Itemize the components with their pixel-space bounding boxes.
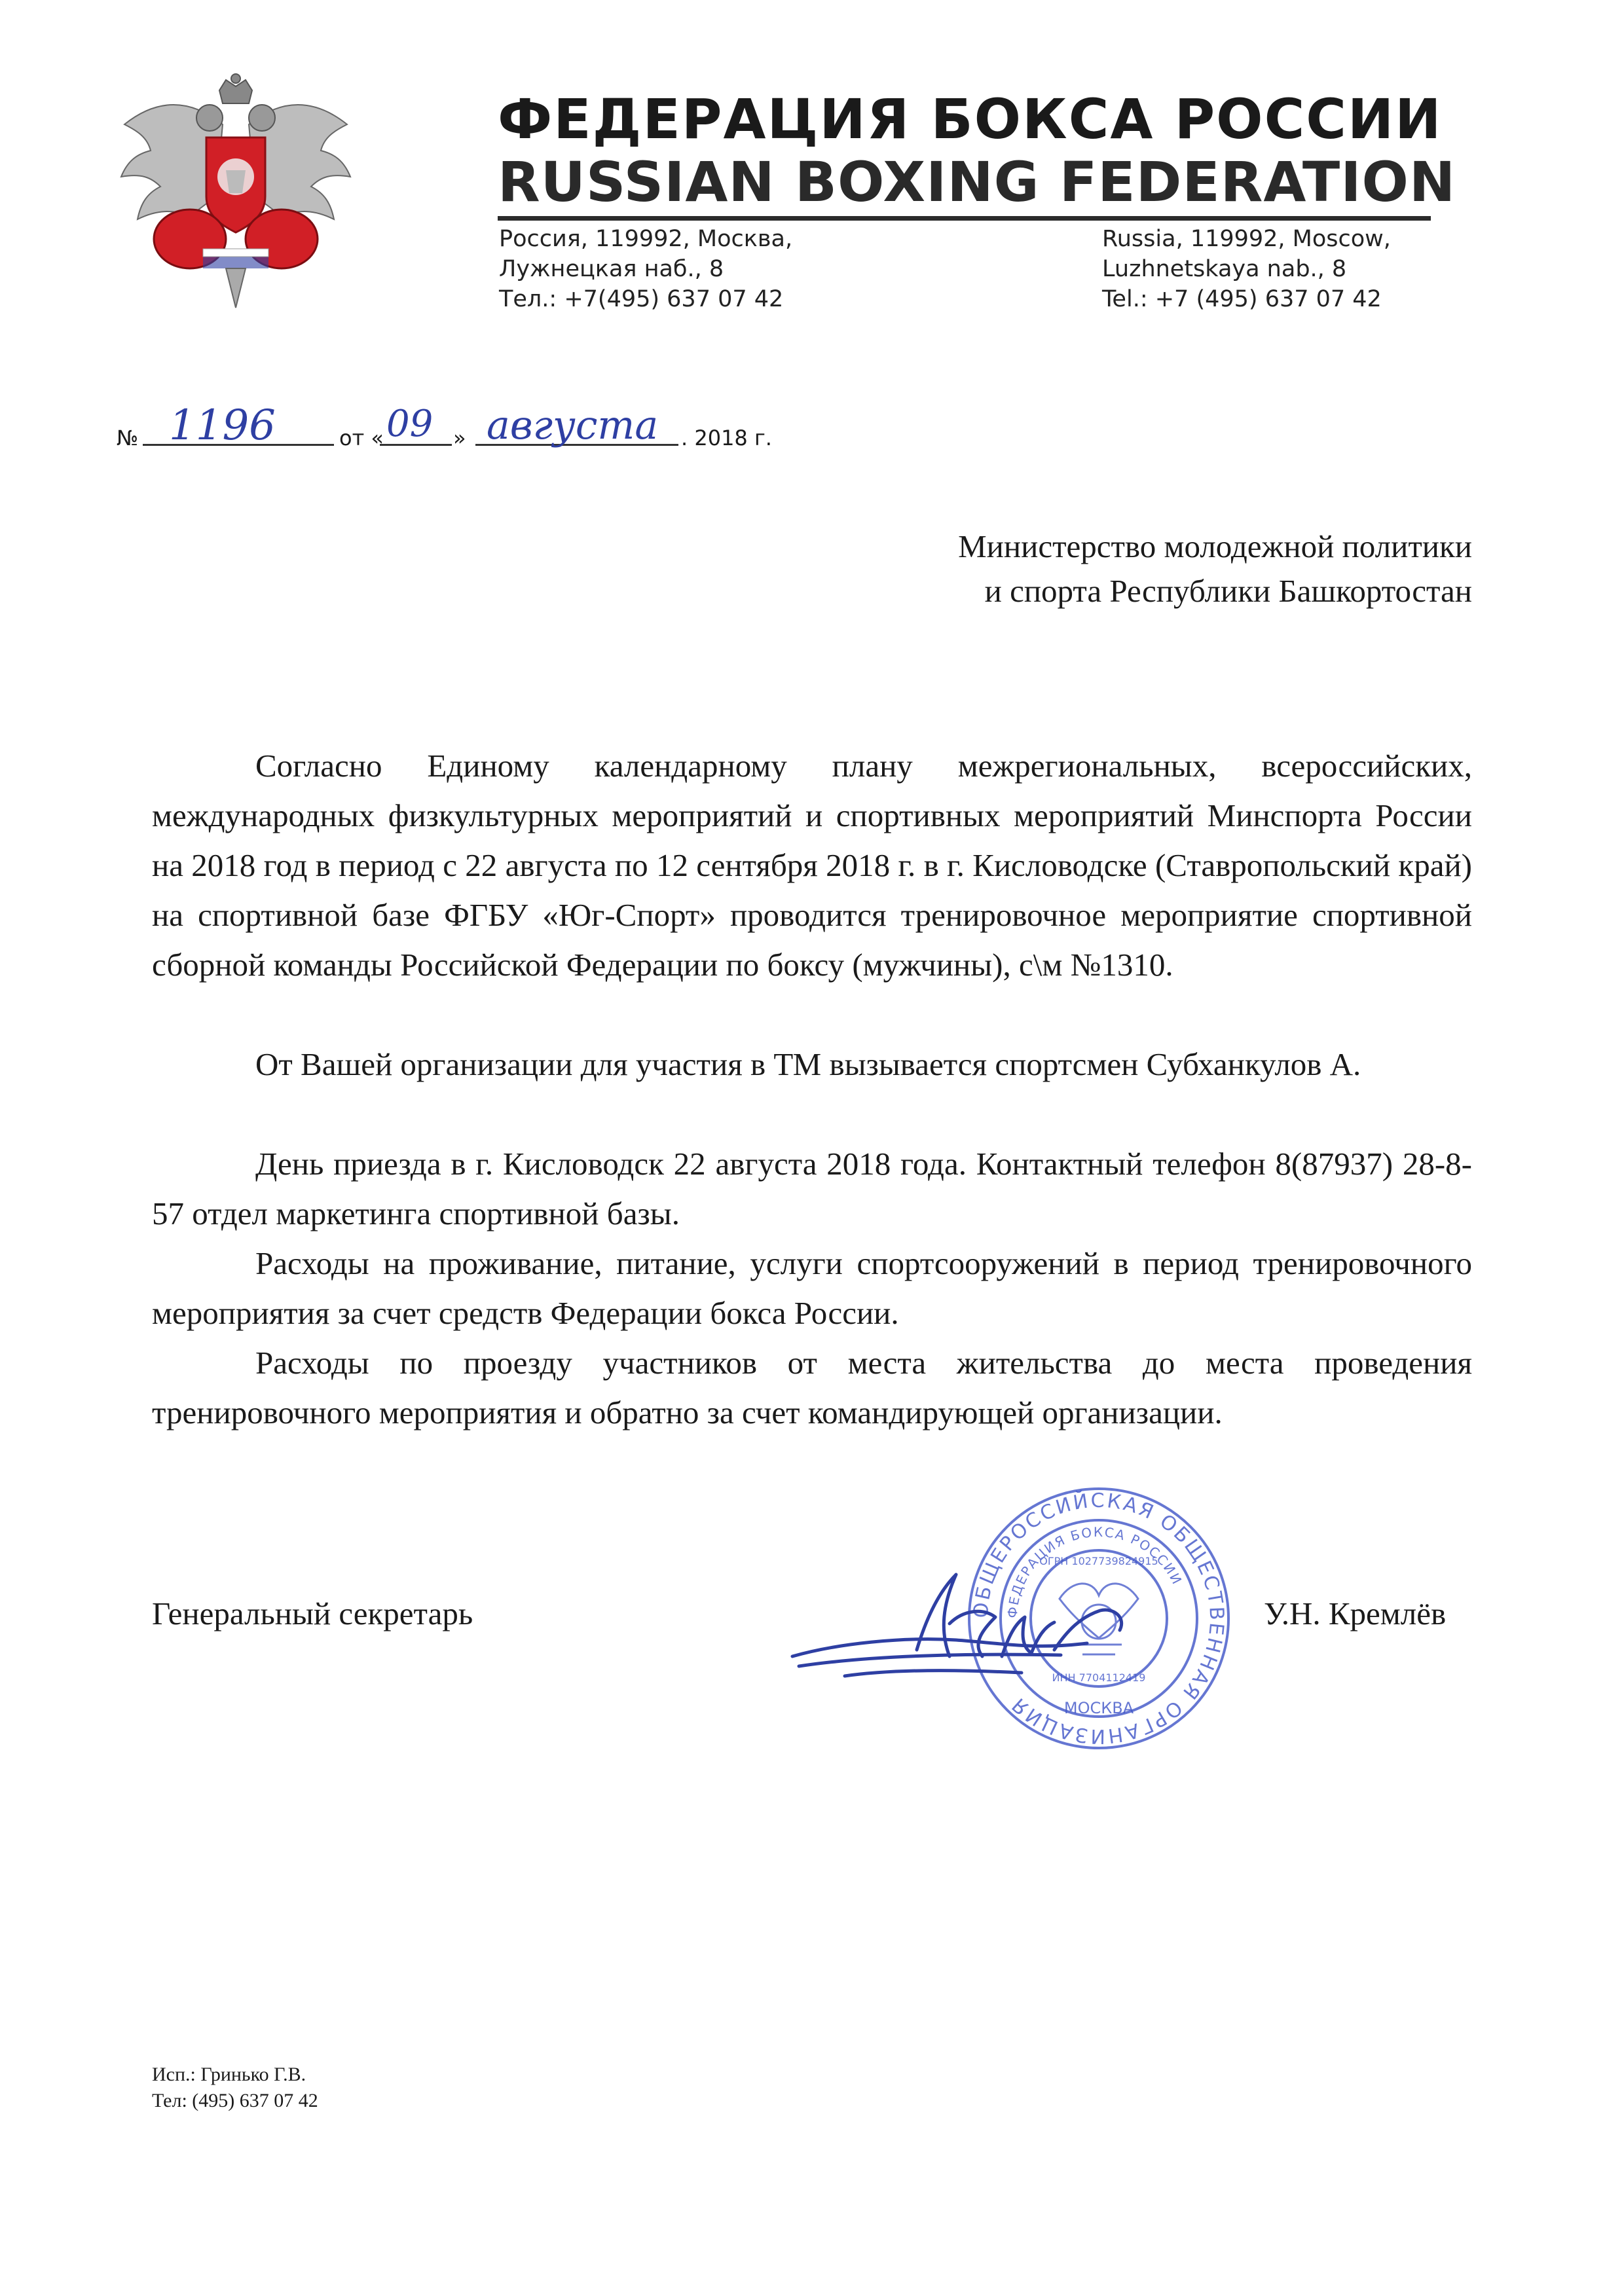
executor-name: Исп.: Гринько Г.В. [152, 2064, 306, 2085]
stamp-outer-text: ОБЩЕРОССИЙСКАЯ ОБЩЕСТВЕННАЯ ОРГАНИЗАЦИЯ [969, 1489, 1228, 1748]
addressee-line-2: и спорта Республики Башкортостан [984, 573, 1472, 609]
reg-no-handwritten: 1196 [169, 401, 276, 450]
address-en-line: Russia, 119992, Moscow, [1102, 226, 1391, 252]
address-ru-line: Россия, 119992, Москва, [499, 226, 793, 252]
stamp-inn: ИНН 7704112419 [1052, 1671, 1146, 1684]
reg-quote-close: » [453, 426, 466, 450]
reg-no-label: № [117, 426, 139, 450]
header-divider [498, 216, 1431, 221]
org-name-ru: ФЕДЕРАЦИЯ БОКСА РОССИИ [498, 87, 1443, 151]
address-ru [499, 224, 792, 314]
stamp-city: МОСКВА [1063, 1699, 1134, 1717]
handwritten-signature [786, 1545, 1192, 1702]
body-paragraph: Расходы на проживание, питание, услуги спортсооружений в период тренировочного мероприятия за счет средств Федерации бокса России. [152, 1245, 1472, 1331]
addressee-line-1: Министерство молодежной политики [958, 528, 1472, 564]
body-paragraph: Согласно Единому календарному плану межрегиональных, всероссийских, международных физкультурных мероприятий и спортивных мероприятий Минспорта России на 2018 год в период с 22 августа по 12 сентября 2018 г. в г. Кисловодске (Ставропольский край) на спортивной базе ФГБУ «Юг-Спорт» проводится тренировочное мероприятие спортивной сборной команды Российской Федерации по боксу (мужчины), с\м №1310. [152, 748, 1472, 983]
signatory-title: Генеральный секретарь [152, 1595, 473, 1631]
body-paragraph: От Вашей организации для участия в ТМ вызывается спортсмен Субханкулов А. [255, 1046, 1361, 1082]
stamp-inner-text: ФЕДЕРАЦИЯ БОКСА РОССИИ [1004, 1523, 1186, 1619]
address-en-line: Tel.: +7 (495) 637 07 42 [1102, 286, 1382, 312]
body-paragraph: День приезда в г. Кисловодск 22 августа 2018 года. Контактный телефон 8(87937) 28-8-57 отдел маркетинга спортивной базы. [152, 1146, 1472, 1231]
signatory-name: У.Н. Кремлёв [1264, 1595, 1447, 1631]
reg-year: . 2018 г. [681, 426, 772, 450]
federation-emblem [111, 72, 360, 314]
stamp-ogrn: ОГРН 1027739824915 [1039, 1555, 1158, 1567]
reg-month-handwritten: августа [487, 403, 659, 448]
address-en [1102, 224, 1391, 314]
executor-phone: Тел: (495) 637 07 42 [152, 2090, 318, 2111]
address-ru-line: Лужнецкая наб., 8 [499, 256, 724, 282]
reg-day-handwritten: 09 [386, 403, 434, 445]
address-ru-line: Тел.: +7(495) 637 07 42 [499, 286, 784, 312]
registration-line [117, 401, 837, 458]
address-en-line: Luzhnetskaya nab., 8 [1102, 256, 1347, 282]
reg-from-label: от « [339, 426, 384, 450]
org-name-en: RUSSIAN BOXING FEDERATION [498, 150, 1456, 214]
body-paragraph: Расходы по проезду участников от места жительства до места проведения тренировочного мероприятия и обратно за счет командирующей организации. [152, 1345, 1472, 1430]
